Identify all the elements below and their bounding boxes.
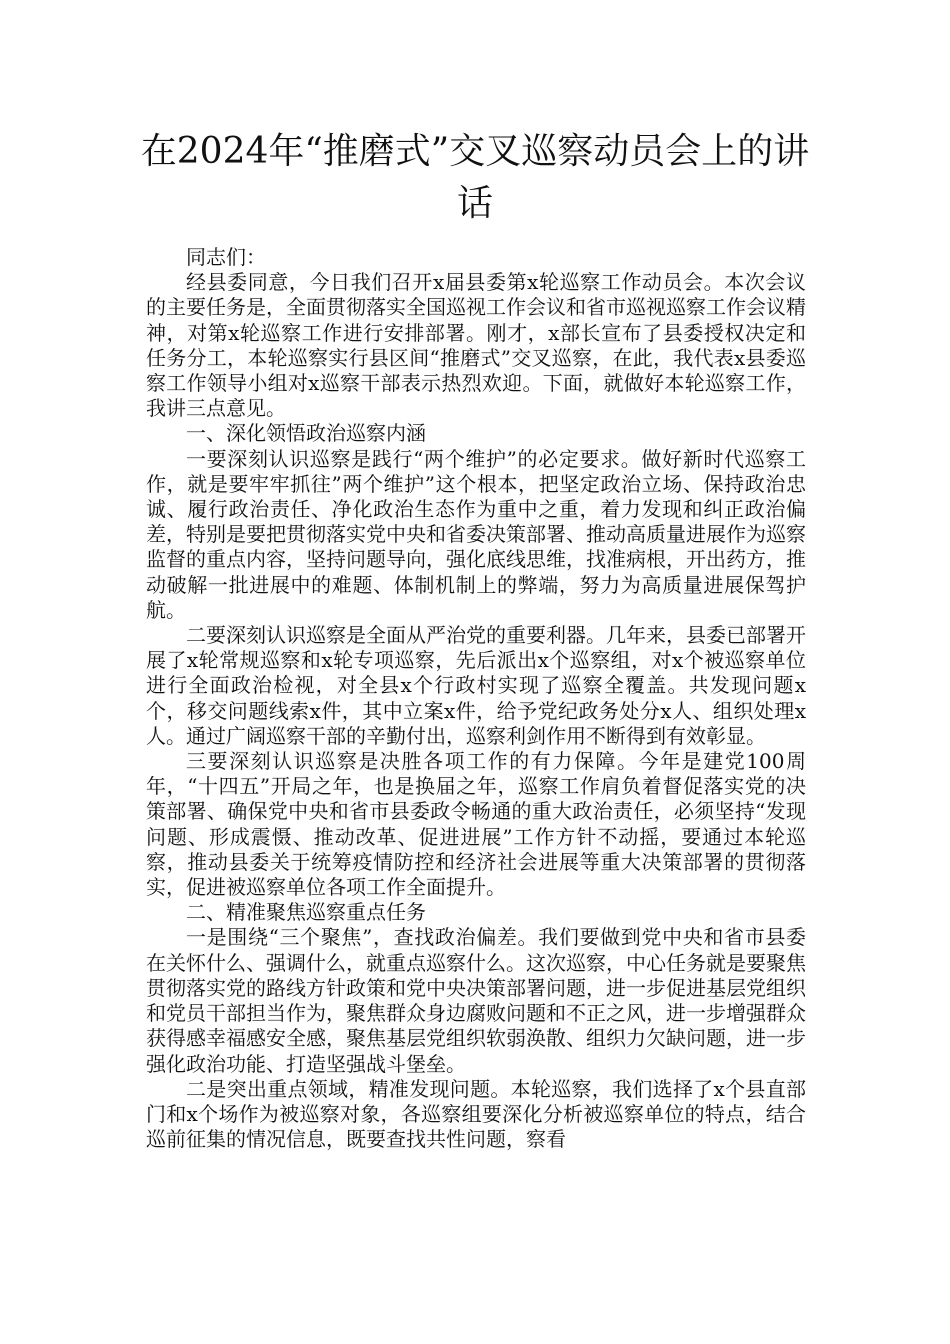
paragraph: 二是突出重点领域，精准发现问题。本轮巡察，我们选择了x个县直部门和x个场作为被巡察对象，各巡察组要深化分析被巡察单位的特点，结合巡前征集的情况信息，既要查找共性问题，察看 — [146, 1076, 806, 1152]
paragraph: 一要深刻认识巡察是践行“两个维护”的必定要求。做好新时代巡察工作，就是要牢牢抓往”两个维护”这个根本，把坚定政治立场、保持政治忠诚、履行政治责任、净化政治生态作为重中之重，着力发现和纠正政治偏差，特别是要把贯彻落实党中央和省委决策部署、推动高质量进展作为巡察监督的重点内容，坚持问题导向，强化底线思维，找准病根，开出药方，推动破解一批进展中的难题、体制机制上的弊端，努力为高质量进展保驾护航。 — [146, 446, 806, 622]
section-heading-2: 二、精准聚焦巡察重点任务 — [186, 900, 426, 925]
paragraph: 一是围绕“三个聚焦”，查找政治偏差。我们要做到党中央和省市县委在关怀什么、强调什么，就重点巡察什么。这次巡察，中心任务就是要聚焦贯彻落实党的路线方针政策和党中央决策部署问题，进一步促进基层党组织和党员干部担当作为，聚焦群众身边腐败问题和不正之风，进一步增强群众获得感幸福感安全感，聚焦基层党组织软弱涣散、组织力欠缺问题，进一步强化政治功能、打造坚强战斗堡垒。 — [146, 925, 806, 1076]
paragraph-intro: 经县委同意，今日我们召开x届县委第x轮巡察工作动员会。本次会议的主要任务是，全面贯彻落实全国巡视工作会议和省市巡视巡察工作会议精神，对第x轮巡察工作进行安排部署。刚才，x部长宣布了县委授权决定和任务分工，本轮巡察实行县区间“推磨式”交叉巡察，在此，我代表x县委巡察工作领导小组对x巡察干部表示热烈欢迎。下面，就做好本轮巡察工作，我讲三点意见。 — [146, 270, 806, 421]
document-body — [146, 245, 806, 1152]
salutation: 同志们： — [186, 245, 266, 269]
paragraph: 三要深刻认识巡察是决胜各项工作的有力保障。今年是建党100周年，“十四五”开局之年，也是换届之年，巡察工作肩负着督促落实党的决策部署、确保党中央和省市县委政令畅通的重大政治责任，必须坚持“发现问题、形成震慑、推动改革、促进进展”工作方针不动摇，要通过本轮巡察，推动县委关于统筹疫情防控和经济社会进展等重大决策部署的贯彻落实，促进被巡察单位各项工作全面提升。 — [146, 749, 806, 900]
section-heading-1: 一、深化领悟政治巡察内涵 — [186, 421, 426, 446]
document-title: 在2024年“推磨式”交叉巡察动员会上的讲话 — [140, 131, 810, 224]
paragraph: 二要深刻认识巡察是全面从严治党的重要利器。几年来，县委已部署开展了x轮常规巡察和x轮专项巡察，先后派出x个巡察组，对x个被巡察单位进行全面政治检视，对全县x个行政村实现了巡察全覆盖。共发现问题x个，移交问题线索x件，其中立案x件，给予党纪政务处分x人、组织处理x人。通过广阔巡察干部的辛勤付出，巡察利剑作用不断得到有效彰显。 — [146, 623, 806, 748]
